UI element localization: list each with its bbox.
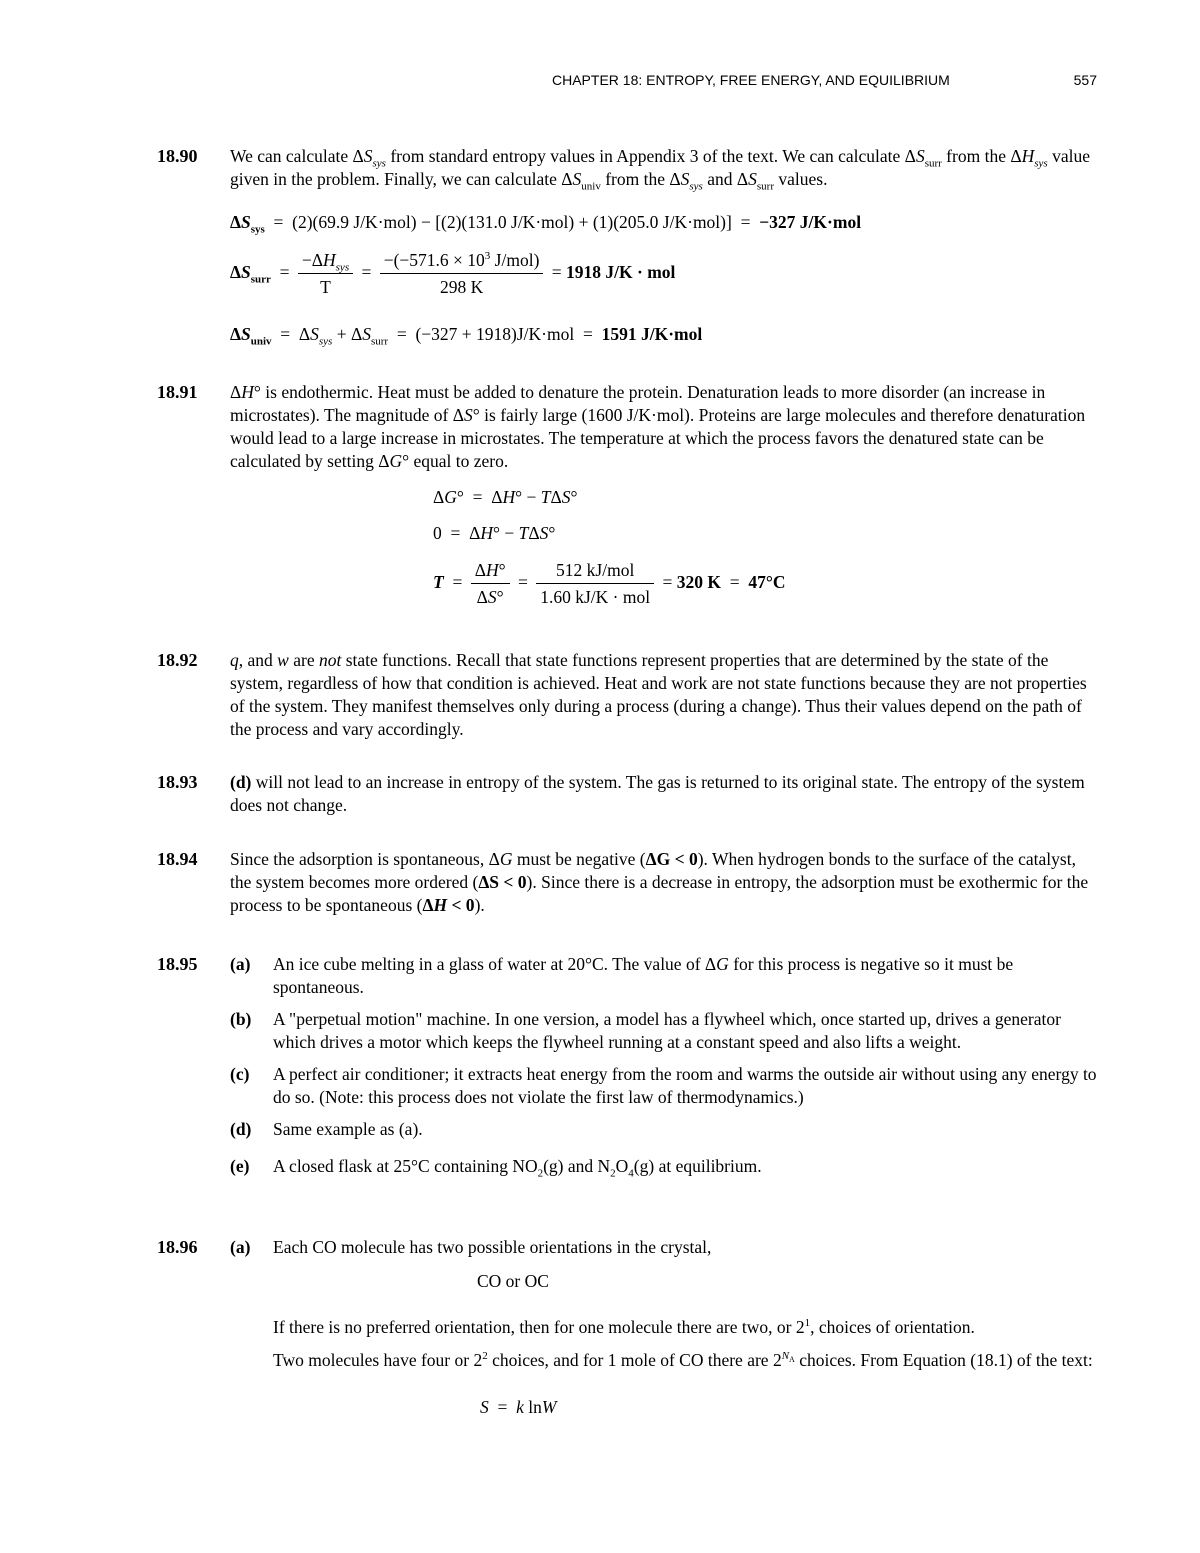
problem-text: (d) will not lead to an increase in entropy of the system. The gas is returned to its original state. The entropy of the system does not change. [230,772,1085,815]
part-b: (b) A "perpetual motion" machine. In one version, a model has a flywheel which, once started up, drives a generator which drives a motor which keeps the flywheel running at a constant speed and also lifts a weight. [230,1009,1061,1052]
part-d: (d) Same example as (a). [230,1119,423,1139]
equation-gibbs: ΔG° = ΔH° − TΔS° [433,487,578,507]
problem-text: ΔH° is endothermic. Heat must be added to denature the protein. Denaturation leads to more disorder (an increase in microstates). The magnitude of ΔS° is fairly large (1600 J/K·mol). Proteins are large molecules and therefore denaturation would lead to a large increase in microstates. The temperature at which the process favors the denatured state can be calculated by setting ΔG° equal to zero. [230,382,1086,471]
part-a: (a) An ice cube melting in a glass of water at 20°C. The value of ΔG for this process is negative so it must be spontaneous. [230,954,1014,997]
problem-18-96 [157,1236,1097,1417]
problem-number: 18.90 [157,146,198,166]
problem-18-94 [157,848,1097,917]
paragraph-choices: If there is no preferred orientation, then for one molecule there are two, or $2^1$, choices of orientation. [273,1317,975,1337]
part-c: (c) A perfect air conditioner; it extracts heat energy from the room and warms the outside air without using any energy to do so. (Note: this process does not violate the first law of thermodynamics.) [230,1064,1097,1107]
problem-number: 18.91 [157,382,198,402]
page-number: 557 [1073,72,1097,88]
equation-temperature: T = $\frac{\Delta H^\circ}{\Delta S^\circ}$ = $\frac{\text{512 kJ/mol}}{\text{1.60 kJ/K · mol}}$ = 320 K = 47°C [433,560,786,607]
equation-gibbs-zero: 0 = ΔH° − TΔS° [433,523,556,543]
problem-18-90 [157,145,1097,348]
paragraph-moles: Two molecules have four or $2^2$ choices, and for 1 mole of CO there are $2^{N_A}$ choices. From Equation (18.1) of the text: [273,1350,1093,1370]
problem-text: Since the adsorption is spontaneous, ΔG must be negative (ΔG < 0). When hydrogen bonds to the surface of the catalyst, the system becomes more ordered (ΔS < 0). Since there is a decrease in entropy, the adsorption must be exothermic for the process to be spontaneous (ΔH < 0). [230,849,1089,915]
problem-number: 18.96 [157,1237,198,1257]
equation-delta-s-sys: $\Delta S_{sys} = (2)(69.9$ J/K·mol) − [(2)(131.0 J/K·mol) + (1)(205.0 J/K·mol)] = −327 J/K·mol [230,212,862,236]
part-e: (e) A closed flask at 25°C containing $NO_2(g)$ and $N_2O_4(g)$ at equilibrium. [230,1156,762,1180]
chapter-title: CHAPTER 18: ENTROPY, FREE ENERGY, AND EQUILIBRIUM [552,72,950,88]
part-a: (a) Each CO molecule has two possible orientations in the crystal, [230,1237,712,1257]
problem-18-95 [157,953,1097,1178]
equation-boltzmann: S = k lnW [480,1397,557,1417]
co-orientations: CO or OC [477,1271,549,1291]
problem-18-93 [157,771,1097,817]
problem-18-91 [157,381,1097,607]
problem-text: We can calculate $\Delta S_{sys}$ from standard entropy values in Appendix 3 of the text. We can calculate $\Delta S_{surr}$ from the $\Delta H_{sys}$ value given in the problem. Finally, we can calculate $\Delta S_{univ}$ from the $\Delta S_{sys}$ and $\Delta S_{surr}$ values. [230,146,1090,193]
problem-number: 18.94 [157,849,198,869]
problem-number: 18.95 [157,954,198,974]
problem-number: 18.93 [157,772,198,792]
problem-18-92 [157,649,1097,741]
equation-delta-s-univ: $\Delta S_{univ} = \Delta S_{sys} + \Delta S_{surr} = (-327 + 1918)J/K\cdot mol = 1591$ J/K·mol [230,324,703,348]
problem-text: q, and w are not state functions. Recall that state functions represent properties that are determined by the state of the system, regardless of how that condition is achieved. Heat and work are not state functions because they are not properties of the system. They manifest themselves only during a process (during a change). Thus their values depend on the path of the process and vary accordingly. [230,650,1087,739]
equation-delta-s-surr: $\Delta S_{surr}$ = $\frac{-\Delta H_{sys}}{T}$ = $\frac{-(-571.6 \times 10^3 J/mol)}{298 K}$ = 1918 J/K · mol [230,250,676,297]
problem-number: 18.92 [157,650,198,670]
